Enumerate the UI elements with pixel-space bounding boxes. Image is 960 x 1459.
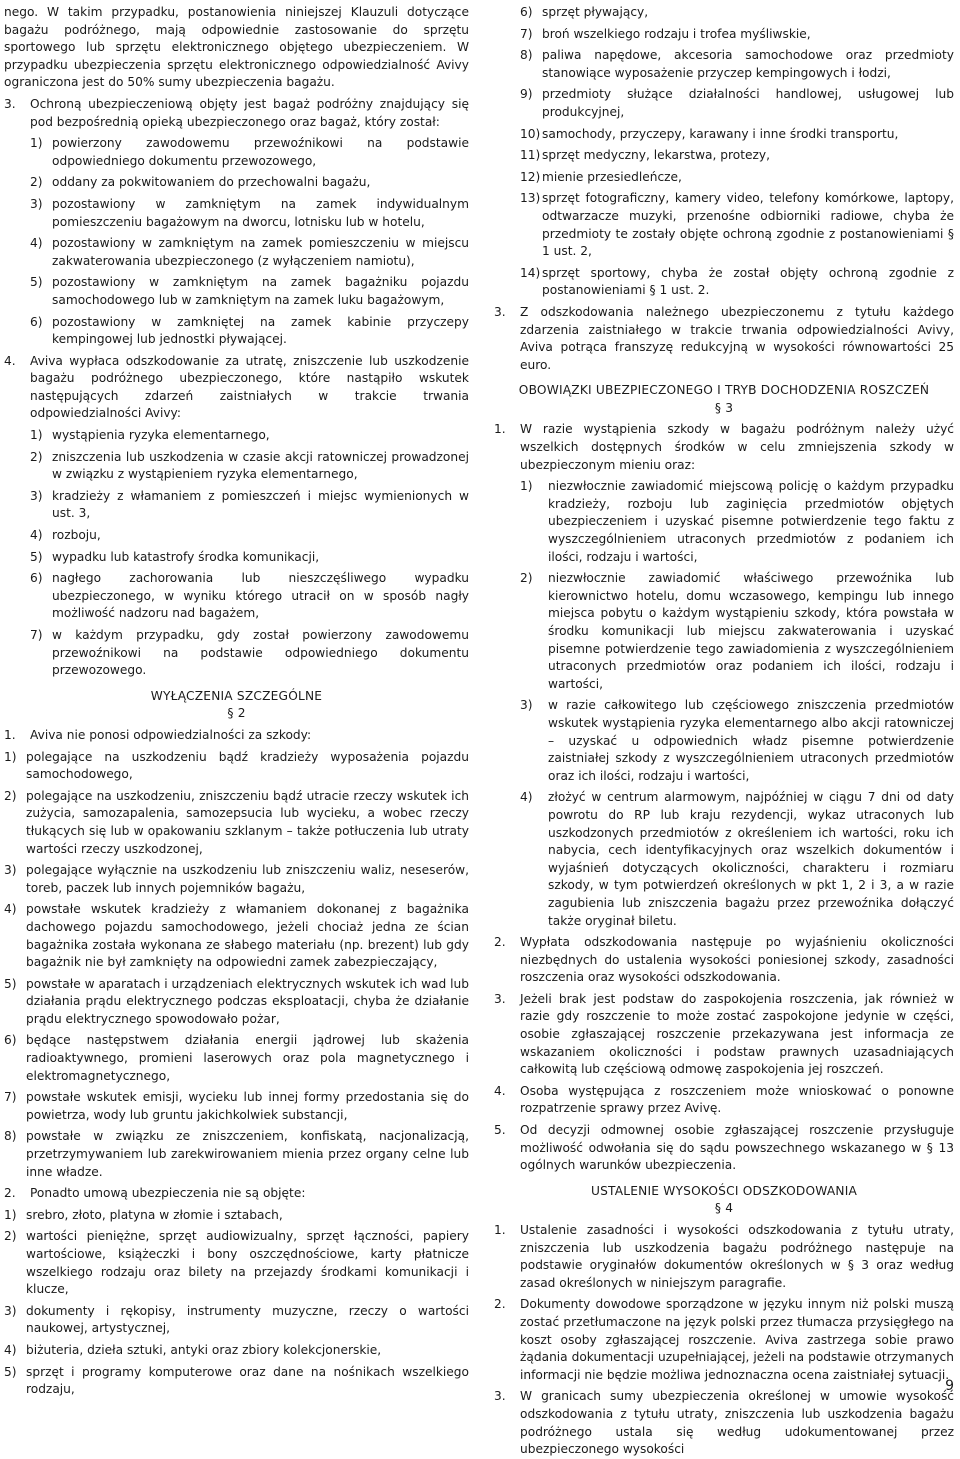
item-number: 7)	[520, 26, 533, 41]
list-item	[520, 789, 954, 930]
list-item	[4, 788, 469, 858]
list-item	[520, 478, 954, 566]
list-item	[520, 147, 954, 165]
item-text: sprzęt medyczny, lekarstwa, protezy,	[542, 148, 770, 163]
paragraph-text: Ochroną ubezpieczeniową objęty jest bagaż podróżny znajdujący się pod bezpośrednią opieką ubezpieczonego oraz bagaż, który został:	[30, 96, 469, 129]
item-number: 11)	[520, 148, 541, 163]
list-item	[4, 1032, 469, 1085]
left-column	[4, 4, 469, 1399]
section-title: WYŁĄCZENIA SZCZEGÓLNE	[150, 688, 323, 703]
list-item	[30, 135, 469, 170]
paragraph-text: Ponadto umową ubezpieczenia nie są objęte:	[30, 1186, 306, 1201]
item-text: dokumenty i rękopisy, instrumenty muzyczne, rzeczy o wartości naukowej, artystycznej,	[26, 1303, 469, 1336]
paragraph-4	[4, 353, 469, 680]
list-item	[520, 265, 954, 300]
section-number: § 3	[714, 400, 734, 415]
list-item	[4, 1303, 469, 1338]
list-item	[30, 274, 469, 309]
list-item	[30, 314, 469, 349]
item-text: w razie całkowitego lub częściowego zniszczenia przedmiotów wskutek wystąpienia ryzyka elementarnego albo akcji ratowniczej – uzyskać u odpowiednich władz pisemne potwierdzenie zaistniałej szkody z wyszczególnieniem utraconych przedmiotów oraz ich ilości, rodzaju i wartości,	[548, 698, 954, 783]
list-item	[30, 570, 469, 623]
item-text: oddany za pokwitowaniem do przechowalni bagażu,	[52, 175, 371, 190]
list-item	[30, 174, 469, 192]
item-number: 7)	[30, 628, 43, 642]
list-item	[4, 1089, 469, 1124]
list-item	[30, 427, 469, 445]
item-text: biżuteria, dzieła sztuki, antyki oraz zbiory kolekcjonerskie,	[26, 1342, 382, 1357]
item-number: 3)	[4, 863, 17, 878]
section-3-paragraph-5	[494, 1122, 954, 1175]
item-text: w każdym przypadku, gdy został powierzony zawodowemu przewoźnikowi na podstawie odpowiedniego dokumentu przewozowego.	[52, 628, 469, 678]
paragraph-number: 3.	[494, 991, 506, 1006]
item-text: sprzęt sportowy, chyba że został objęty ochroną zgodnie z postanowieniami § 1 ust. 2.	[542, 265, 954, 298]
item-text: wartości pieniężne, sprzęt audiowizualny, sprzęt łączności, papiery wartościowe, książeczki i bony oszczędnościowe, karty płatnicze wszelkiego rodzaju oraz bilety na przejazdy środkami komunikacji i klucze,	[26, 1229, 469, 1297]
sub-list	[520, 478, 954, 930]
item-text: broń wszelkiego rodzaju i trofea myśliwskie,	[542, 26, 811, 41]
item-number: 7)	[4, 1090, 17, 1105]
paragraph-number: 3.	[494, 1389, 506, 1404]
list-item	[520, 4, 954, 22]
list-item	[30, 488, 469, 523]
item-number: 4)	[4, 902, 17, 917]
item-text: pozostawiony w zamkniętym na zamek indywidualnym pomieszczeniu bagażowym na dworcu, lotnisku lub w hotelu,	[52, 196, 469, 229]
item-text: mienie przesiedleńcze,	[542, 169, 682, 184]
item-text: nagłego zachorowania lub nieszczęśliwego wypadku ubezpieczonego, w wyniku którego utracił on w sposób nagły możliwość nadzoru nad bagażem,	[52, 571, 469, 621]
item-number: 9)	[520, 87, 533, 102]
item-number: 4)	[4, 1342, 17, 1357]
item-text: rozboju,	[52, 528, 101, 543]
sub-list	[4, 749, 469, 1182]
list-item	[30, 196, 469, 231]
section-3-paragraph-3	[494, 991, 954, 1079]
section-heading-4	[494, 1183, 954, 1218]
item-text: wypadku lub katastrofy środka komunikacji,	[52, 549, 320, 564]
item-number: 2)	[30, 449, 43, 464]
section-3-paragraph-2	[494, 934, 954, 987]
item-number: 3)	[4, 1303, 17, 1318]
sub-list	[30, 427, 469, 680]
paragraph-text: Ustalenie zasadności i wysokości odszkodowania z tytułu utraty, zniszczenia lub uszkodzenia bagażu podróżnego następuje na podstawie oryginałów dokumentów określonych w § 3 oraz według zasad określonych w niniejszym paragrafie.	[520, 1223, 954, 1290]
section-heading-2	[4, 688, 469, 723]
section-2-paragraph-1	[4, 727, 469, 745]
item-text: będące następstwem działania energii jądrowej lub skażenia radioaktywnego, promieni laserowych oraz pola magnetycznego i elektromagnetycznego,	[26, 1033, 469, 1083]
list-item	[520, 26, 954, 44]
item-text: powstałe w związku ze zniszczeniem, konfiskatą, nacjonalizacją, przetrzymywaniem lub zarekwirowaniem mienia przez organy celne lub inne władze.	[26, 1129, 469, 1179]
paragraph-number: 4.	[4, 353, 16, 368]
paragraph-text: Osoba występująca z roszczeniem może wnioskować o ponowne rozpatrzenie sprawy przez Avivę.	[520, 1083, 954, 1116]
item-text: powstałe w aparatach i urządzeniach elektrycznych wskutek ich wad lub działania prądu elektrycznego podczas eksploatacji, chyba że działanie prądu elektrycznego spowodowało pożar,	[26, 976, 469, 1026]
list-item	[30, 527, 469, 545]
item-number: 8)	[4, 1129, 17, 1144]
item-text: złożyć w centrum alarmowym, najpóźniej w ciągu 7 dni od daty powrotu do RP lub kraju rezydencji, wykaz utraconych lub uszkodzonych przedmiotów z określeniem ich wartości, roku ich nabycia, cech identyfikacyjnych oraz wszelkich dokumentów i wyjaśnień dotyczących okoliczności, charakteru i rozmiaru szkody, w tym potwierdzeń określonych w pkt 1, 2 i 3, a w razie zagubienia lub zniszczenia bagażu przez przewoźnika dołączyć także oryginał biletu.	[548, 790, 954, 928]
paragraph-number: 1.	[494, 1223, 506, 1237]
paragraph-text: Aviva wypłaca odszkodowanie za utratę, zniszczenie lub uszkodzenie bagażu podróżnego ubezpieczonego, które nastąpiło wskutek następujących zdarzeń zaistniałych w trakcie trwania odpowiedzialności Avivy:	[30, 353, 469, 421]
paragraph-number: 3.	[494, 304, 506, 319]
item-number: 4)	[30, 236, 43, 251]
list-item	[520, 86, 954, 121]
paragraph-number: 2.	[494, 935, 506, 950]
list-item	[520, 190, 954, 260]
section-title: OBOWIĄZKI UBEZPIECZONEGO I TRYB DOCHODZENIA ROSZCZEŃ	[518, 383, 930, 398]
paragraph-number: 4.	[494, 1083, 506, 1098]
item-number: 5)	[30, 275, 43, 290]
intro-paragraph: nego. W takim przypadku, postanowienia niniejszej Klauzuli dotyczące bagażu podróżnego, mają odpowiednie zastosowanie do sprzętu sportowego lub sprzętu elektronicznego objętego ubezpieczeniem. W przypadku ubezpieczenia sprzętu elektronicznego odpowiedzialność Avivy ograniczona jest do 50% sumy ubezpieczenia bagażu.	[4, 5, 469, 90]
list-item	[30, 449, 469, 484]
item-text: samochody, przyczepy, karawany i inne środki transportu,	[542, 126, 899, 141]
section-number: § 4	[714, 1201, 734, 1216]
item-text: wystąpienia ryzyka elementarnego,	[52, 428, 270, 443]
section-3-paragraph-4	[494, 1083, 954, 1118]
list-item	[4, 976, 469, 1029]
item-text: sprzęt i programy komputerowe oraz dane na nośnikach wszelkiego rodzaju,	[26, 1364, 469, 1397]
list-item	[520, 47, 954, 82]
item-text: niezwłocznie zawiadomić miejscową policję o każdym przypadku kradzieży, rozboju lub zaginięcia przedmiotów objętych ubezpieczeniem i uzyskać pisemne potwierdzenie tego faktu z wyszczególnieniem utraconych przedmiotów z podaniem ich ilości, rodzaju i wartości,	[548, 479, 954, 564]
item-text: polegające na uszkodzeniu, zniszczeniu bądź utracie rzeczy wskutek ich zużycia, samozapalenia, samozepsucia lub wycieku, a wobec rzeczy tłukących się lub w opakowaniu szklanym – także potłuczenia lub utraty wartości rzeczy uszkodzonej,	[26, 788, 469, 856]
item-text: powierzony zawodowemu przewoźnikowi na podstawie odpowiedniego dokumentu przewozowego,	[52, 136, 469, 168]
item-number: 14)	[520, 265, 541, 280]
list-item	[4, 1364, 469, 1399]
item-text: pozostawiony w zamkniętej na zamek kabinie przyczepy kempingowej lub jednostki pływającej.	[52, 314, 469, 347]
item-number: 5)	[4, 976, 17, 991]
list-item	[520, 169, 954, 187]
list-item	[520, 126, 954, 144]
paragraph-text: Wypłata odszkodowania następuje po wyjaśnieniu okoliczności niezbędnych do ustalenia wysokości poniesionej szkody, zasadności roszczenia oraz wysokości odszkodowania.	[520, 935, 954, 985]
item-number: 3)	[30, 488, 43, 503]
section-3-paragraph-1	[494, 421, 954, 930]
item-text: paliwa napędowe, akcesoria samochodowe oraz przedmioty stanowiące wyposażenie przyczep kempingowych i łodzi,	[542, 48, 954, 80]
list-item	[30, 235, 469, 270]
item-number: 3)	[520, 698, 533, 713]
section-2-paragraph-2	[4, 1185, 469, 1203]
item-text: sprzęt pływający,	[542, 5, 649, 19]
paragraph-text: Dokumenty dowodowe sporządzone w języku innym niż polski muszą zostać przetłumaczone na język polski przez tłumacza przysięgłego na koszt osoby zgłaszającej roszczenie. Aviva zastrzega sobie prawo żądania dokumentacji uzupełniającej, jeżeli na podstawie otrzymanych informacji nie będzie możliwa jednoznaczna ocena zaistniałej sytuacji.	[520, 1297, 954, 1382]
item-text: srebro, złoto, platyna w złomie i sztabach,	[26, 1207, 283, 1222]
item-text: polegające wyłącznie na uszkodzeniu lub zniszczeniu waliz, neseserów, toreb, paczek lub innych pojemników bagażu,	[26, 863, 469, 895]
item-number: 1)	[520, 479, 533, 494]
list-item	[4, 901, 469, 971]
paragraph-3	[4, 96, 469, 349]
item-number: 5)	[30, 549, 43, 564]
paragraph-text: Jeżeli brak jest podstaw do zaspokojenia roszczenia, jak również w razie gdy roszczenie to może zostać zaspokojone jedynie w części, osobie zgłaszającej roszczenie przekazywana jest informacja ze wskazaniem okoliczności i podstaw prawnych uzasadniających całkowitą lub częściową odmowę zaspokojenia jej roszczeń.	[520, 991, 954, 1077]
item-number: 12)	[520, 169, 541, 184]
paragraph-text: Aviva nie ponosi odpowiedzialności za szkody:	[30, 727, 312, 742]
section-title: USTALENIE WYSOKOŚCI ODSZKODOWANIA	[590, 1183, 858, 1198]
item-number: 3)	[30, 196, 43, 211]
item-number: 2)	[30, 175, 43, 190]
paragraph-text: Z odszkodowania należnego ubezpieczonemu z tytułu każdego zdarzenia zaistniałego w trakcie trwania odpowiedzialności Avivy, Aviva potrąca franszyzę redukcyjną w wysokości równowartości 25 euro.	[520, 304, 954, 372]
section-4-paragraph-3	[494, 1388, 954, 1458]
item-number: 6)	[30, 571, 43, 586]
page-number: 9	[945, 1378, 954, 1394]
list-item	[4, 1342, 469, 1360]
paragraph-text: W granicach sumy ubezpieczenia określonej w umowie wysokość odszkodowania z tytułu utraty, zniszczenia lub uszkodzenia bagażu podróżnego ustala się według udokumentowanej przez ubezpieczonego wysokości	[520, 1389, 954, 1457]
list-item	[4, 1228, 469, 1298]
paragraph-number: 1.	[4, 727, 16, 742]
list-item	[30, 627, 469, 680]
paragraph-text: W razie wystąpienia szkody w bagażu podróżnym należy użyć wszelkich dostępnych środków w celu zmniejszenia szkody w ubezpieczonym mieniu oraz:	[520, 422, 954, 472]
item-number: 1)	[4, 1207, 17, 1222]
item-number: 2)	[520, 571, 533, 586]
item-text: niezwłocznie zawiadomić właściwego przewoźnika lub kierownictwo hotelu, domu wczasowego, kempingu lub innego miejsca pobytu o każdym wystąpieniu szkody, która powstała w środku komunikacji lub miejscu zakwaterowania i uzyskać pisemne potwierdzenie tego zawiadomienia z wyszczególnieniem utraconych przedmiotów oraz podaniem ich ilości, rodzaju i wartości,	[548, 571, 954, 691]
paragraph-number: 5.	[494, 1123, 506, 1138]
paragraph-number: 2.	[494, 1297, 506, 1312]
section-4-paragraph-1	[494, 1222, 954, 1292]
list-item	[520, 570, 954, 693]
paragraph-text: Od decyzji odmownej osobie zgłaszającej roszczenie przysługuje możliwość odwołania się do sądu powszechnego wskazanego w § 13 ogólnych warunków ubezpieczenia.	[520, 1123, 954, 1173]
item-text: polegające na uszkodzeniu bądź kradzieży wyposażenia pojazdu samochodowego,	[26, 749, 469, 782]
item-text: pozostawiony w zamkniętym na zamek bagażniku pojazdu samochodowego lub w zamkniętym na zamek luku bagażowym,	[52, 275, 469, 307]
list-item	[4, 749, 469, 784]
item-number: 8)	[520, 48, 533, 63]
section-heading-3	[494, 382, 954, 417]
item-number: 4)	[520, 790, 533, 805]
paragraph-number: 1.	[494, 422, 506, 437]
item-text: powstałe wskutek kradzieży z włamaniem dokonanej z bagażnika dachowego pojazdu samochodowego, jeżeli chociaż jedna ze ścian bagażnika została wykonana ze słabego materiału (np. brezent) lub gdy bagażnik nie był zamknięty na odpowiedni zamek zabezpieczający,	[26, 902, 469, 970]
item-text: pozostawiony w zamkniętym na zamek pomieszczeniu w miejscu zakwaterowania ubezpieczonego (z wyłączeniem namiotu),	[52, 236, 469, 268]
item-number: 1)	[4, 749, 17, 764]
item-text: sprzęt fotograficzny, kamery video, telefony komórkowe, laptopy, odtwarzacze muzyki, przenośne odbiorniki radiowe, chyba że przedmioty te zostały objęte ochroną zgodnie z postanowieniami § 1 ust. 2,	[542, 191, 954, 259]
list-item	[4, 862, 469, 897]
section-number: § 2	[227, 706, 246, 721]
item-text: zniszczenia lub uszkodzenia w czasie akcji ratowniczej prowadzonej w związku z wystąpieniem ryzyka elementarnego,	[52, 449, 469, 482]
item-number: 2)	[4, 1229, 17, 1244]
item-number: 1)	[30, 136, 43, 151]
section-4-paragraph-2	[494, 1296, 954, 1384]
section-2-paragraph-3	[494, 304, 954, 374]
list-item	[4, 1207, 469, 1225]
item-number: 10)	[520, 126, 541, 141]
list-item	[520, 697, 954, 785]
item-text: przedmioty służące działalności handlowej, usługowej lub produkcyjnej,	[542, 87, 954, 119]
item-number: 5)	[4, 1364, 17, 1379]
item-number: 6)	[520, 5, 533, 19]
item-number: 13)	[520, 191, 541, 206]
item-number: 4)	[30, 528, 43, 543]
sub-list	[4, 1207, 469, 1399]
right-column	[494, 4, 954, 1459]
list-item	[30, 549, 469, 567]
item-number: 6)	[30, 314, 43, 329]
list-item	[4, 1128, 469, 1181]
item-text: kradzieży z włamaniem z pomieszczeń i miejsc wymienionych w ust. 3,	[52, 488, 469, 521]
sub-list	[494, 4, 954, 300]
item-number: 6)	[4, 1033, 17, 1048]
paragraph-number: 3.	[4, 96, 16, 111]
item-text: powstałe wskutek emisji, wycieku lub innej formy przedostania się do powietrza, wody lub gruntu jakichkolwiek substancji,	[26, 1090, 469, 1122]
item-number: 1)	[30, 428, 43, 443]
paragraph-number: 2.	[4, 1186, 16, 1201]
item-number: 2)	[4, 788, 17, 803]
sub-list	[30, 135, 469, 349]
